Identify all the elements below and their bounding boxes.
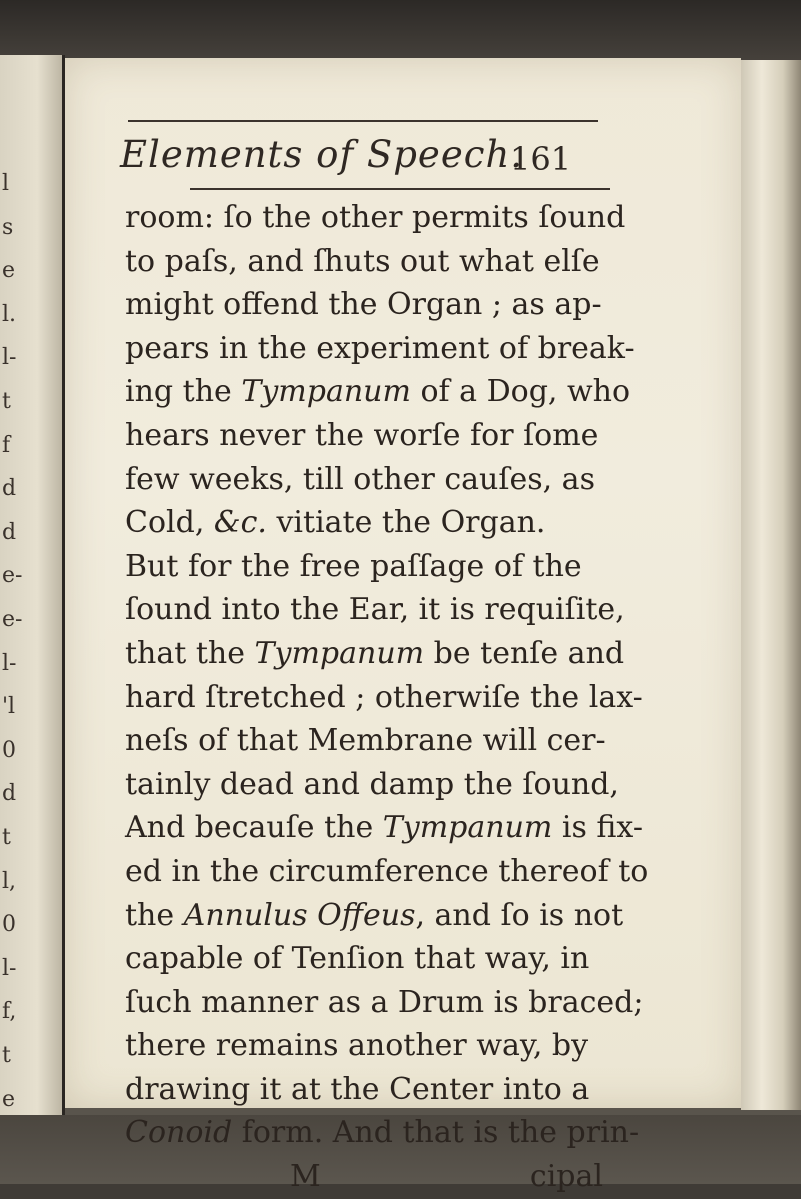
italic-text: Tympanum (254, 635, 425, 671)
left-page-fragment: d (2, 781, 17, 807)
body-text (125, 196, 649, 1199)
left-page-fragment: 0 (2, 737, 16, 763)
text-line (125, 1068, 603, 1112)
text-run: to paſs, and ſhuts out what elſe (125, 243, 600, 279)
text-line (125, 894, 624, 938)
text-line (125, 458, 603, 502)
page-number: 161 (510, 140, 572, 178)
left-page-fragment: d (2, 519, 17, 545)
text-line (125, 1024, 603, 1068)
text-line (125, 283, 603, 327)
left-page-fragment: l- (2, 345, 17, 371)
text-line (125, 937, 603, 981)
text-run: hears never the worſe for ſome (125, 417, 599, 453)
text-run: drawing it at the Center into a (125, 1071, 590, 1107)
italic-text: Annulus Offeus (183, 897, 416, 933)
left-page-fragment: t (2, 389, 11, 414)
left-page-fragment: l, (2, 868, 17, 894)
italic-text: Conoid (125, 1115, 233, 1151)
text-run: there remains another way, by (125, 1028, 589, 1064)
text-run: be tenſe and (424, 635, 625, 671)
text-run: Cold, (125, 505, 214, 541)
text-run: few weeks, till other cauſes, as (125, 461, 595, 497)
left-page-fragment: f (2, 432, 11, 458)
text-run: ed in the circumference thereof to (125, 853, 649, 889)
italic-text: Tympanum (241, 374, 411, 410)
text-line (125, 588, 625, 632)
left-page-fragment: 0 (2, 912, 16, 938)
text-run: form. And that is the prin- (232, 1115, 640, 1151)
catchword-line (125, 1155, 603, 1199)
left-page-fragment: e- (2, 563, 23, 589)
running-head: Elements of Speech. (120, 133, 524, 176)
header-rule-top (128, 120, 598, 122)
text-run: ſound into the Ear, it is requiſite, (125, 592, 625, 628)
left-page-fragment: l- (2, 955, 17, 981)
left-page-fragment: e (2, 258, 16, 284)
left-page-edge (0, 55, 65, 1115)
left-page-fragment: t (2, 1043, 11, 1068)
left-page-fragment: f, (2, 999, 17, 1025)
text-run: that the (125, 635, 255, 671)
text-run: vitiate the Organ. (266, 505, 546, 541)
text-line (125, 850, 649, 894)
left-page-fragment: d (2, 476, 17, 502)
header-rule-bottom (190, 188, 610, 190)
text-run: neſs of that Membrane will cer- (125, 723, 606, 759)
left-page-fragment: l- (2, 650, 17, 676)
text-run: the (125, 897, 184, 933)
text-line (125, 370, 631, 414)
text-line (125, 806, 643, 850)
text-run: might offend the Organ ; as ap- (125, 287, 602, 323)
text-run: , and ſo is not (415, 897, 624, 933)
text-line (125, 545, 603, 589)
text-line (125, 327, 635, 371)
text-line (125, 196, 626, 240)
text-run: ing the (125, 374, 242, 410)
catchword: cipal (529, 1159, 603, 1195)
text-run: pears in the experiment of break- (125, 330, 635, 366)
text-run: is fix- (552, 810, 643, 846)
signature-mark: M (290, 1159, 321, 1195)
left-page-fragment: t (2, 825, 11, 850)
text-line (125, 240, 603, 284)
text-line (125, 981, 644, 1025)
text-run: But for the free paſſage of the (125, 548, 582, 584)
left-page-fragment: s (2, 214, 14, 240)
text-line (125, 632, 625, 676)
left-page-fragment: 'l (2, 694, 16, 720)
text-run: capable of Tenſion that way, in (125, 941, 590, 977)
text-line (125, 719, 606, 763)
text-run: of a Dog, who (410, 374, 631, 410)
text-line (125, 501, 603, 545)
text-run: room: ſo the other permits ſound (125, 200, 626, 235)
text-run: tainly dead and damp the ſound, (125, 766, 619, 802)
right-page-fold (741, 60, 801, 1110)
italic-text: &c. (213, 505, 267, 541)
left-page-fragment: e (2, 1086, 16, 1112)
text-line (125, 414, 603, 458)
left-page-fragment: l. (2, 301, 17, 327)
text-line (125, 676, 643, 720)
text-line (125, 763, 619, 807)
italic-text: Tympanum (382, 810, 553, 846)
text-run: hard ſtretched ; otherwiſe the lax- (125, 679, 643, 715)
text-run: And becauſe the (125, 810, 383, 846)
text-line (125, 1111, 640, 1155)
left-page-fragment: l (2, 171, 10, 196)
left-page-fragment: e- (2, 607, 23, 632)
text-run: ſuch manner as a Drum is braced; (125, 984, 644, 1020)
